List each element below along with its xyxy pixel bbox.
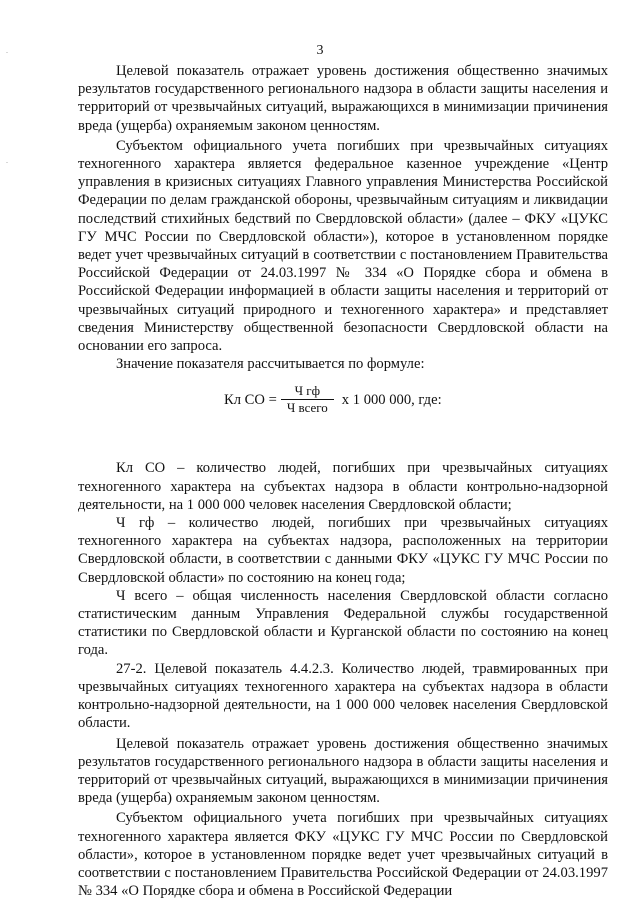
formula-lhs: Кл СО = xyxy=(224,391,277,408)
paragraph-accounting-subject-2: Субъектом официального учета погибших при чрезвычайных ситуациях техногенного характера является ФКУ «ЦУКС ГУ МЧС России по Свердловской области», которое в установленном порядке ведет учет чрезвычайных ситуаций в соответствии с постановлением Правительства Российской Федерации от 24.03.1997 № 334 «О Порядке сбора и обмена в Российской Федерации xyxy=(78,810,608,900)
paragraph-target-indicator: Целевой показатель отражает уровень достижения общественно значимых результатов государственного регионального надзора в области защиты населения и территорий от чрезвычайных ситуаций, выражающихся в минимизации причинения вреда (ущерба) охраняемым законом ценностям. xyxy=(78,63,608,134)
definition-ch-total: Ч всего – общая численность населения Свердловской области согласно статистическим данным Управления Федеральной службы государственной статистики по Свердловской области и Курганской области по состоянию на конец года. xyxy=(78,587,608,659)
paragraph-formula-intro: Значение показателя рассчитывается по формуле: xyxy=(116,356,425,373)
definition-kl-so: Кл СО – количество людей, погибших при чрезвычайных ситуациях техногенного характера на субъектах надзора в области контрольно-надзорной деятельности, на 1 000 000 человек населения Свердловской области; xyxy=(78,460,608,513)
formula-rhs: х 1 000 000, где: xyxy=(341,391,442,408)
paragraph-indicator-27-2: 27-2. Целевой показатель 4.4.2.3. Количество людей, травмированных при чрезвычайных ситуациях техногенного характера на субъектах надзора в области контрольно-надзорной деятельности, на 1 000 000 человек населения Свердловской области. xyxy=(78,660,608,732)
formula-denominator: Ч всего xyxy=(286,400,328,416)
scan-mark xyxy=(6,162,8,163)
formula-fraction xyxy=(281,383,334,416)
document-body xyxy=(78,62,608,900)
paragraph-target-indicator-2: Целевой показатель отражает уровень достижения общественно значимых результатов государственного регионального надзора в области защиты населения и территорий от чрезвычайных ситуаций, выражающихся в минимизации причинения вреда (ущерба) охраняемым законом ценностям. xyxy=(78,735,608,807)
formula-numerator: Ч гф xyxy=(294,383,321,399)
paragraph-accounting-subject: Субъектом официального учета погибших при чрезвычайных ситуациях техногенного характера является федеральное казенное учреждение «Центр управления в кризисных ситуациях Главного управления Министерства Российской Федерации по делам гражданской обороны, чрезвычайным ситуациям и ликвидации последствий стихийных бедствий по Свердловской области» (далее – ФКУ «ЦУКС ГУ МЧС России по Свердловской области»), которое в установленном порядке ведет учет чрезвычайных ситуаций в соответствии с постановлением Правительства Российской Федерации от 24.03.1997 № 334 «О Порядке сбора и обмена в Российской Федерации информацией в области защиты населения и территорий от чрезвычайных ситуаций природного и техногенного характера» и представляет сведения Министерству общественной безопасности Свердловской области на основании его запроса. xyxy=(78,137,608,355)
formula xyxy=(78,373,608,459)
page-number: 3 xyxy=(316,43,324,58)
definition-ch-gf: Ч гф – количество людей, погибших при чрезвычайных ситуациях техногенного характера на субъектах надзора, расположенных на территории Свердловской области, в соответствии с данными ФКУ «ЦУКС ГУ МЧС России по Свердловской области» по состоянию на конец года; xyxy=(78,515,608,586)
